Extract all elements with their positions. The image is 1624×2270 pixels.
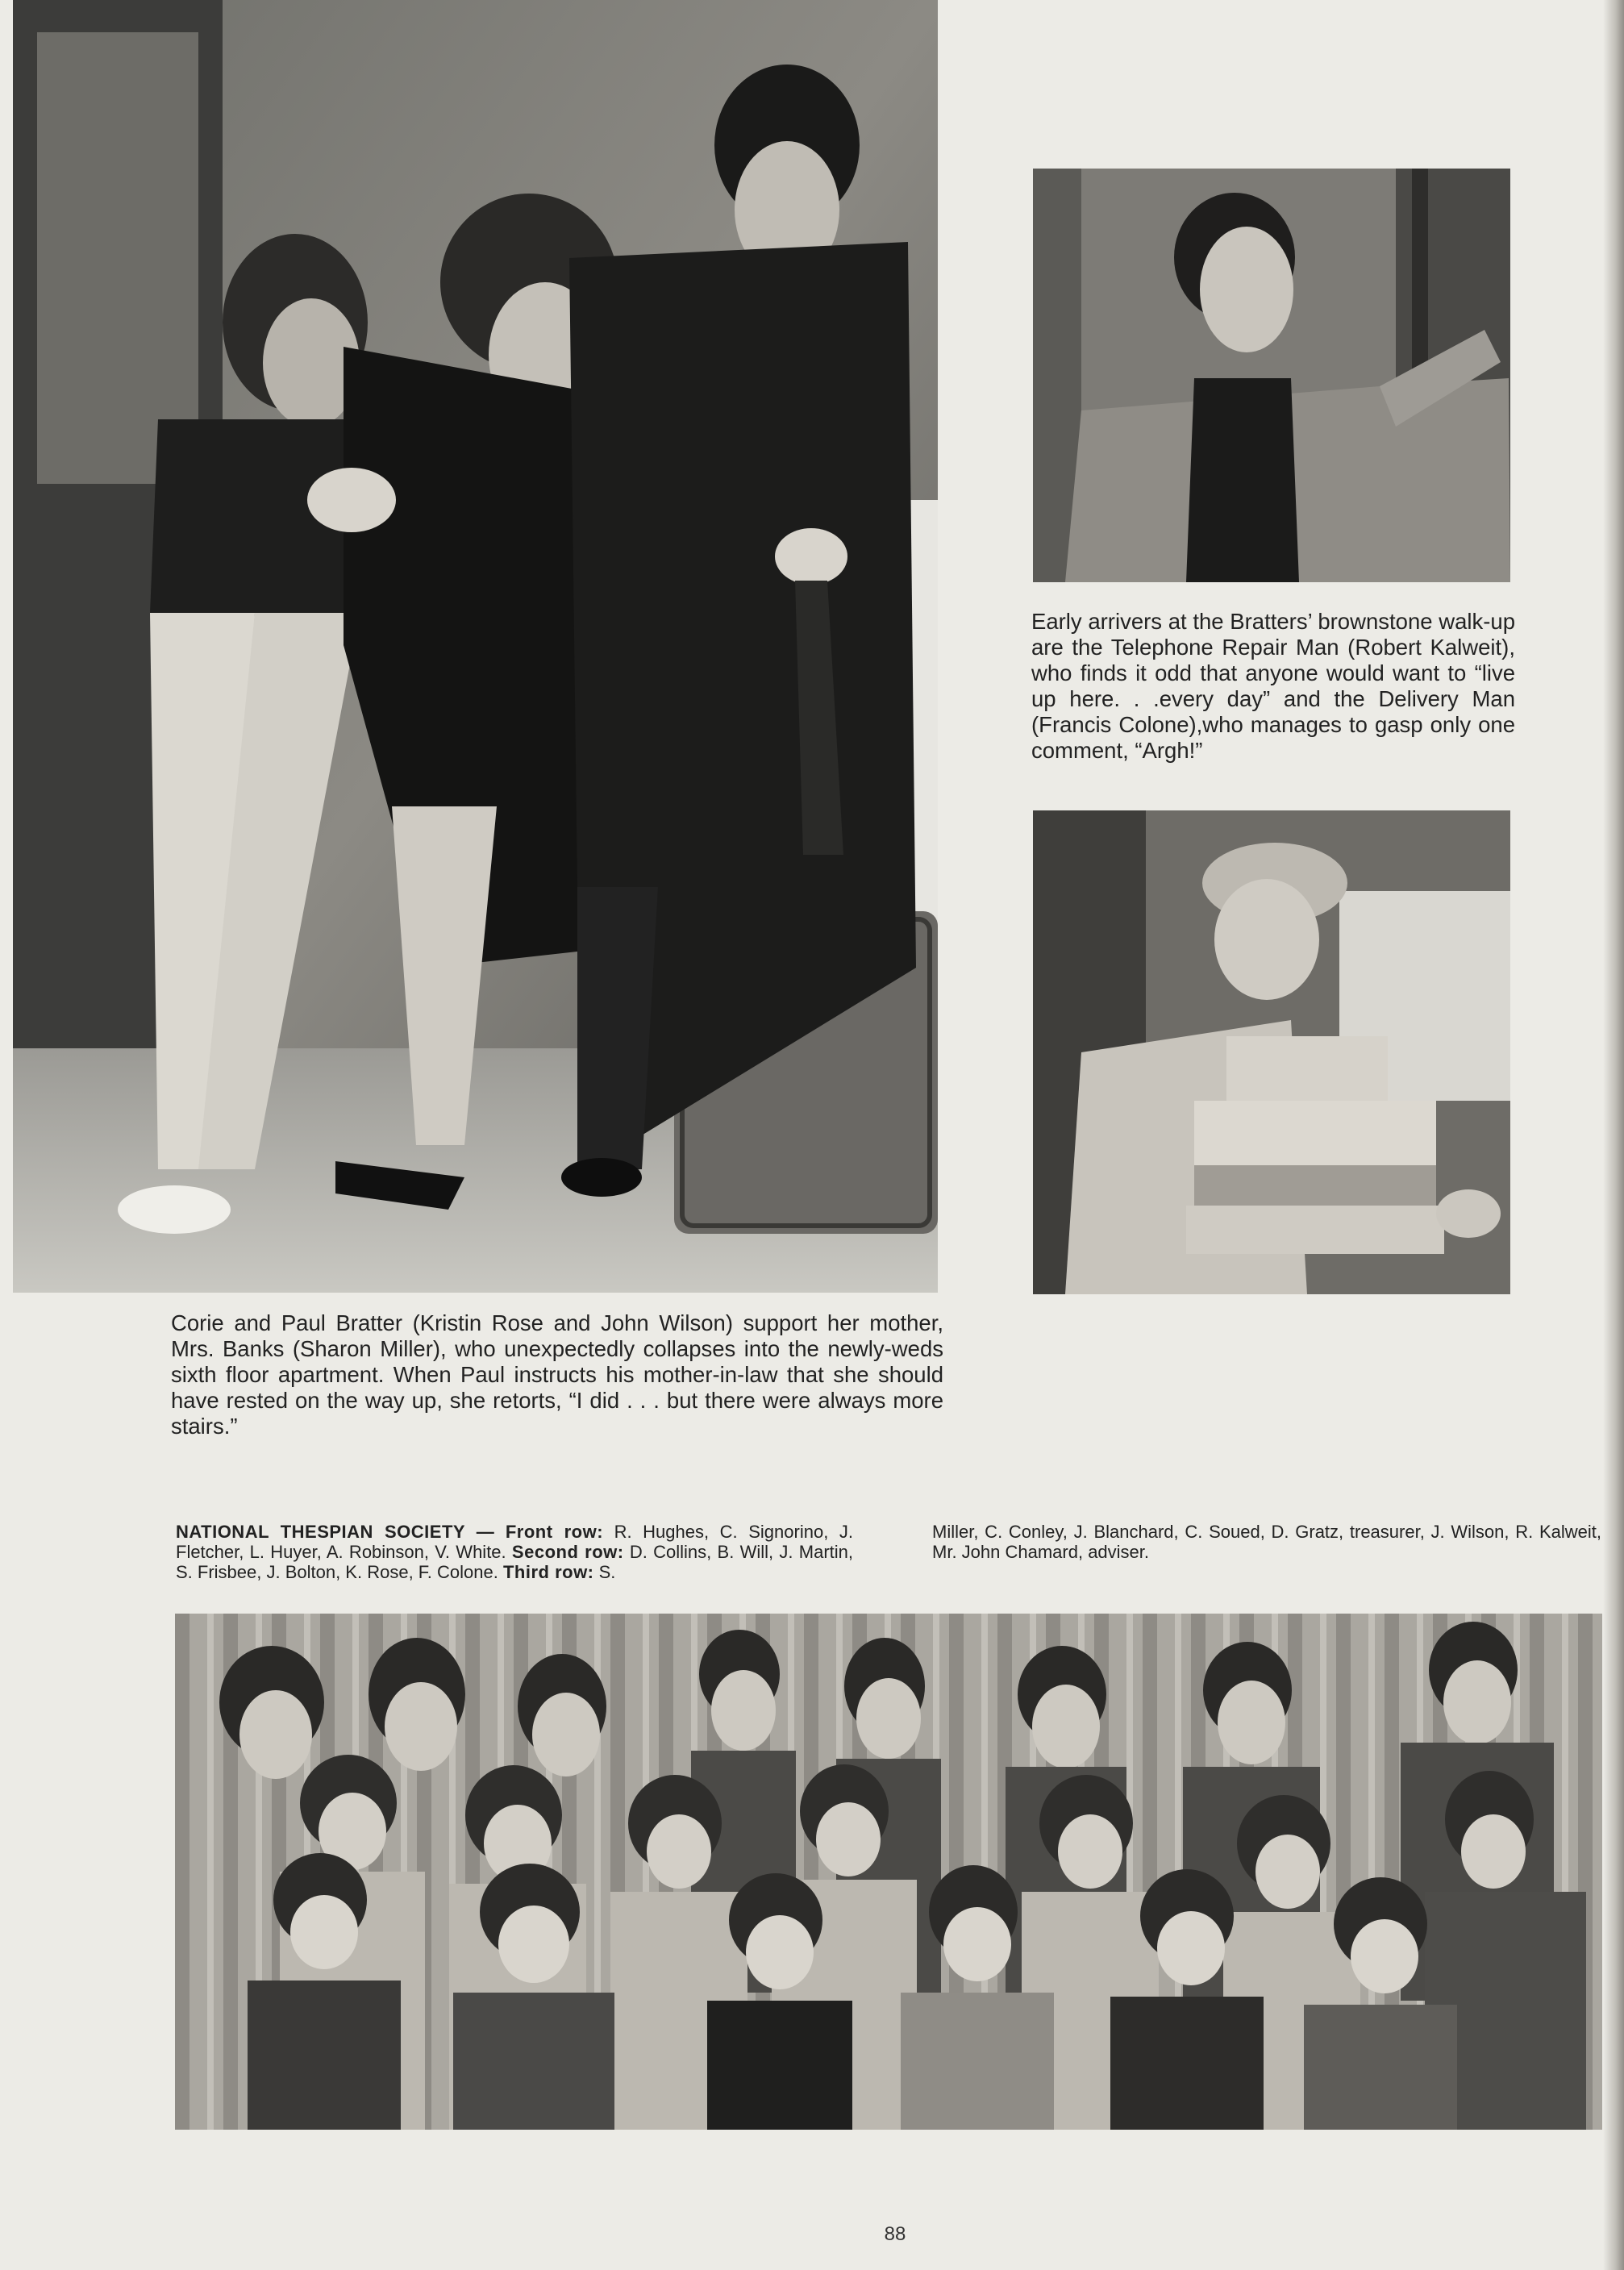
third-row-names-start: S.: [593, 1562, 616, 1582]
page-number: 88: [884, 2223, 906, 2245]
group-photo-illustration: [175, 1614, 1602, 2130]
front-row-label: Front row:: [505, 1522, 604, 1542]
main-scene-photo: [13, 0, 938, 1293]
delivery-man-photo: [1033, 810, 1510, 1294]
third-row-label: Third row:: [502, 1562, 594, 1582]
thespian-caption-left: [176, 1522, 853, 1582]
page-edge-shadow: [1603, 0, 1624, 2270]
second-row-label: Second row:: [511, 1542, 624, 1562]
delivery-man-illustration: [1033, 810, 1510, 1294]
main-scene-illustration: [13, 0, 938, 1293]
second-row-names: D. Collins, B. Will, J. Martin, S. Frisbee, J. Bolton, K. Rose, F. Colone.: [176, 1542, 853, 1582]
thespian-title: NATIONAL THESPIAN SOCIETY —: [176, 1522, 495, 1542]
side-photo-caption: Early arrivers at the Bratters’ brownstone walk-up are the Telephone Repair Man (Robert Kalweit), who finds it odd that anyone would want to “live up here. . .every day” and the Delivery Man (Francis Colone),who manages to gasp only one comment, “Argh!”: [1031, 609, 1515, 763]
third-row-names-continued: Miller, C. Conley, J. Blanchard, C. Soued, D. Gratz, treasurer, J. Wilson, R. Kalweit, Mr. John Chamard, adviser.: [932, 1522, 1601, 1562]
repair-man-illustration: [1033, 169, 1510, 582]
group-photo: [175, 1614, 1602, 2130]
front-row-names: R. Hughes, C. Signorino, J. Fletcher, L. Huyer, A. Robinson, V. White.: [176, 1522, 853, 1562]
repair-man-photo: [1033, 169, 1510, 582]
main-photo-caption: Corie and Paul Bratter (Kristin Rose and John Wilson) support her mother, Mrs. Banks (Sharon Miller), who unexpectedly collapses into the newly-weds sixth floor apartment. When Paul instructs his mother-in-law that she should have rested on the way up, she retorts, “I did . . . but there were always more stairs.”: [171, 1310, 943, 1439]
thespian-caption-right: [932, 1522, 1601, 1562]
